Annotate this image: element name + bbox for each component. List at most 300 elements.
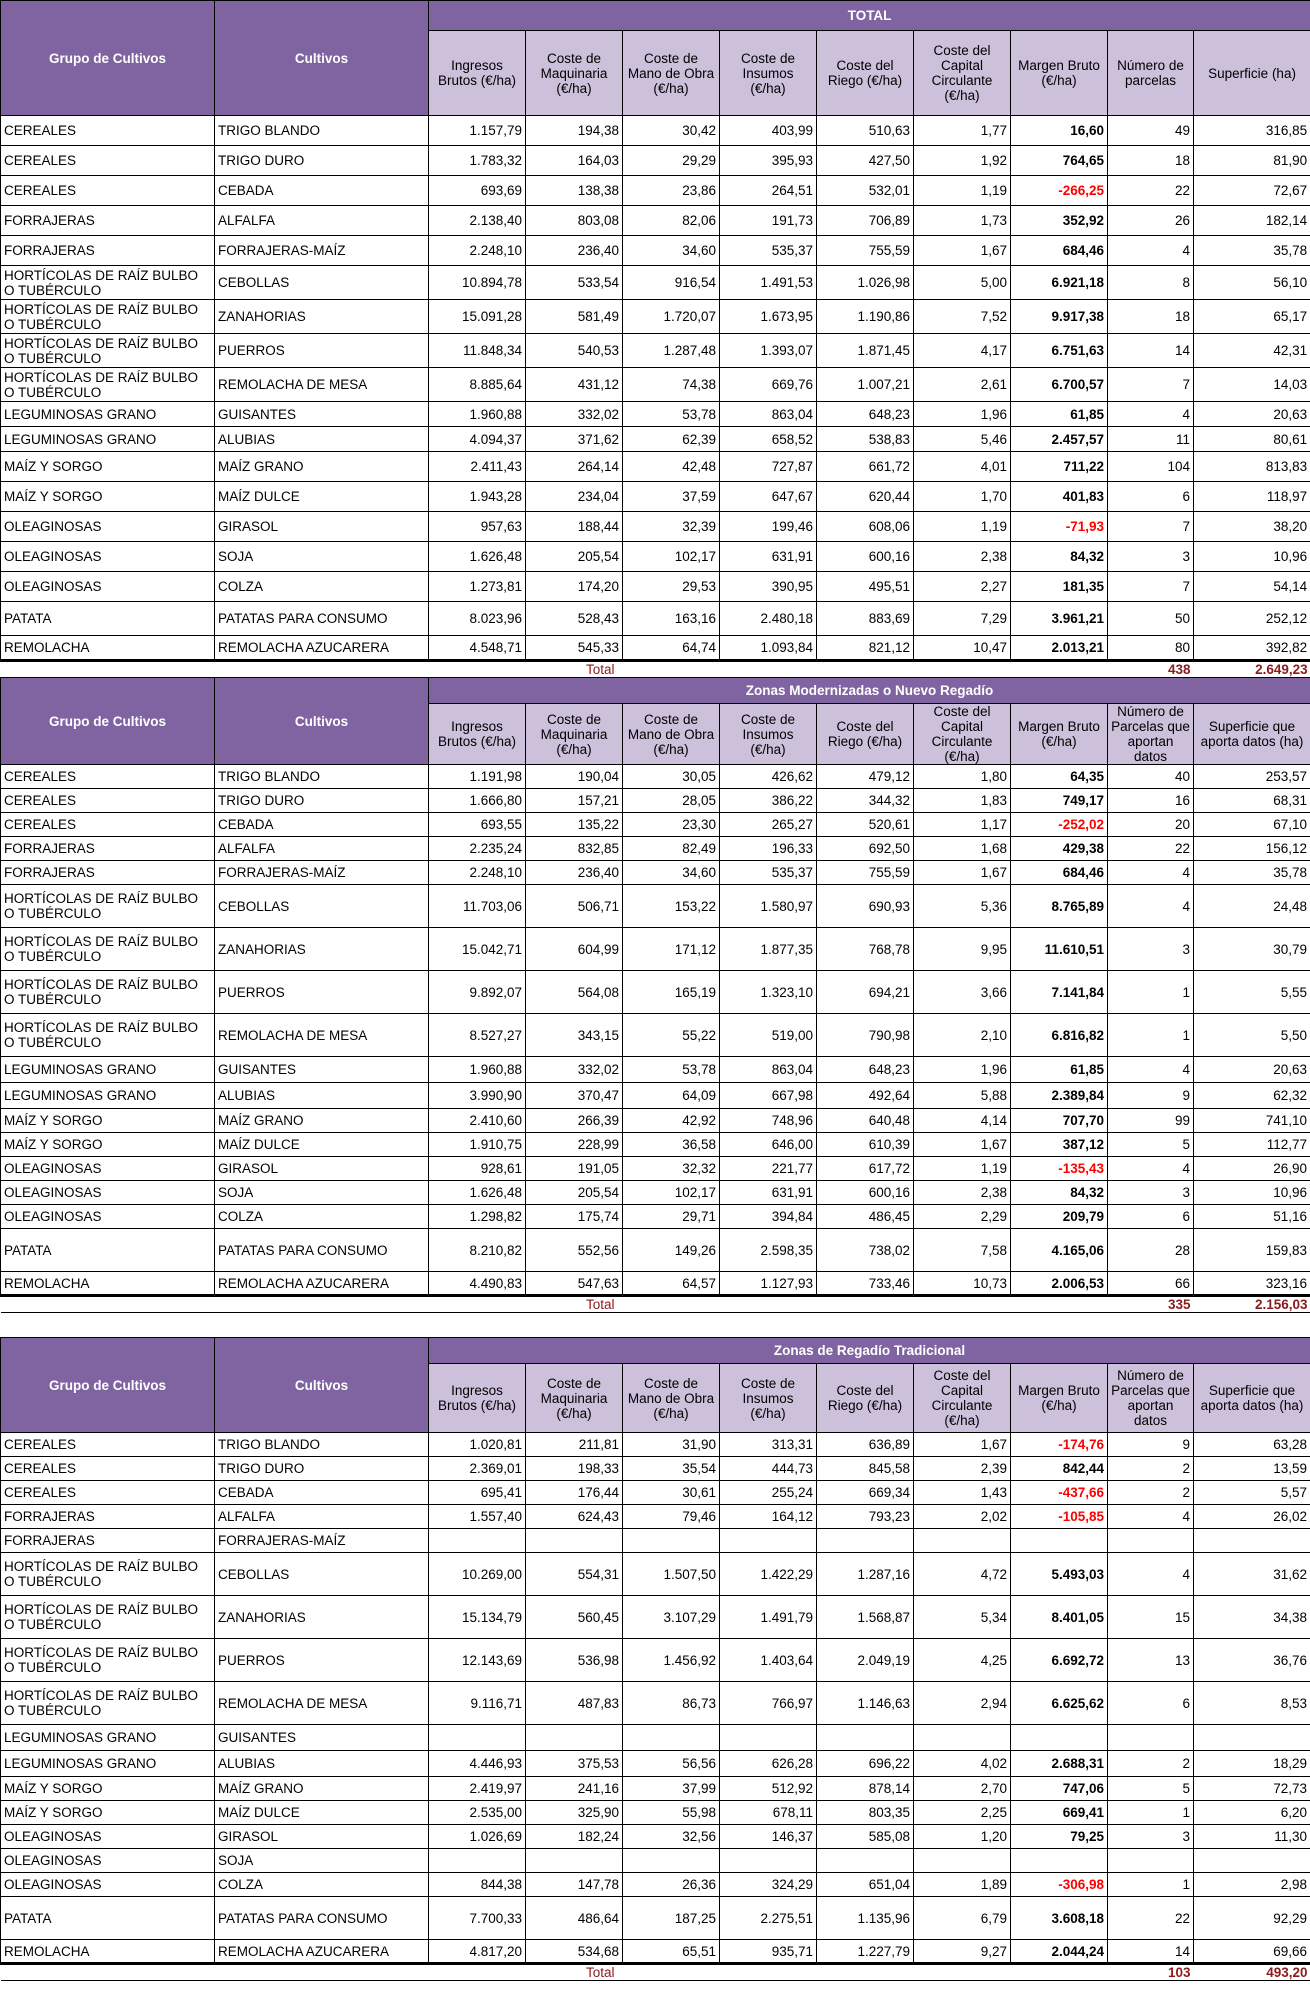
crop-group-cell: HORTÍCOLAS DE RAÍZ BULBO O TUBÉRCULO [1,1014,215,1057]
value-cell: 14 [1108,1940,1194,1964]
header-grupo: Grupo de Cultivos [1,1338,215,1433]
value-cell [720,1725,817,1751]
value-cell: 626,28 [720,1751,817,1777]
crop-group-cell: HORTÍCOLAS DE RAÍZ BULBO O TUBÉRCULO [1,1682,215,1725]
value-cell [720,1849,817,1873]
value-cell: 4 [1108,861,1194,885]
column-header: Coste del Capital Circulante (€/ha) [914,31,1011,116]
value-cell: 198,33 [526,1457,623,1481]
crop-group-cell: LEGUMINOSAS GRANO [1,1083,215,1109]
value-cell: 2,25 [914,1801,1011,1825]
value-cell: 84,32 [1011,1181,1108,1205]
table-row [1,885,1310,928]
crop-name-cell: ALFALFA [215,837,429,861]
value-cell: 803,08 [526,206,623,236]
value-cell: 1,96 [914,402,1011,427]
column-header: Margen Bruto (€/ha) [1011,704,1108,765]
value-cell: 343,15 [526,1014,623,1057]
value-cell: 1,43 [914,1481,1011,1505]
value-cell: 535,37 [720,861,817,885]
value-cell: 82,49 [623,837,720,861]
value-cell: 234,04 [526,482,623,512]
value-cell: 14,03 [1194,368,1310,402]
value-cell: 532,01 [817,176,914,206]
value-cell: 658,52 [720,427,817,452]
crop-group-cell: OLEAGINOSAS [1,1181,215,1205]
value-cell: 1,80 [914,765,1011,789]
table-row [1,636,1310,661]
value-cell: 31,90 [623,1433,720,1457]
value-cell: 793,23 [817,1505,914,1529]
value-cell: 10,47 [914,636,1011,661]
value-cell: 1,67 [914,236,1011,266]
value-cell: 1,70 [914,482,1011,512]
value-cell: 171,12 [623,928,720,971]
value-cell: 647,67 [720,482,817,512]
value-cell: 5,57 [1194,1481,1310,1505]
value-cell: 10,73 [914,1272,1011,1296]
crop-group-cell: FORRAJERAS [1,861,215,885]
total-label: Total [429,1296,623,1313]
value-cell: 205,54 [526,1181,623,1205]
value-cell: 182,14 [1194,206,1310,236]
value-cell: 30,42 [623,116,720,146]
value-cell: 957,63 [429,512,526,542]
crop-name-cell: GIRASOL [215,1825,429,1849]
value-cell: 916,54 [623,266,720,300]
value-cell: 821,12 [817,636,914,661]
value-cell: 600,16 [817,1181,914,1205]
value-cell: 53,78 [623,402,720,427]
value-cell: 690,93 [817,885,914,928]
value-cell: 23,30 [623,813,720,837]
value-cell [429,1725,526,1751]
value-cell: 6.816,82 [1011,1014,1108,1057]
value-cell: 323,16 [1194,1272,1310,1296]
value-cell: 1.273,81 [429,572,526,602]
value-cell: 431,12 [526,368,623,402]
value-cell: 2 [1108,1481,1194,1505]
value-cell: 35,78 [1194,236,1310,266]
value-cell: 696,22 [817,1751,914,1777]
column-header: Coste de Maquinaria (€/ha) [526,1364,623,1433]
value-cell: 102,17 [623,1181,720,1205]
crop-group-cell: LEGUMINOSAS GRANO [1,1725,215,1751]
table-row [1,1205,1310,1229]
value-cell: 26,36 [623,1873,720,1897]
value-cell: 344,32 [817,789,914,813]
crop-group-cell: OLEAGINOSAS [1,1157,215,1181]
value-cell: 6.700,57 [1011,368,1108,402]
value-cell: 733,46 [817,1272,914,1296]
table-row [1,1133,1310,1157]
value-cell: 182,24 [526,1825,623,1849]
value-cell: 401,83 [1011,482,1108,512]
crop-group-cell: REMOLACHA [1,636,215,661]
value-cell: 520,61 [817,813,914,837]
value-cell: 13 [1108,1639,1194,1682]
value-cell: 3,66 [914,971,1011,1014]
value-cell: 741,10 [1194,1109,1310,1133]
value-cell: 62,32 [1194,1083,1310,1109]
value-cell [1011,1725,1108,1751]
crop-group-cell: CEREALES [1,1481,215,1505]
value-cell: 11 [1108,427,1194,452]
value-cell: 684,46 [1011,861,1108,885]
value-cell [914,1849,1011,1873]
value-cell: 56,10 [1194,266,1310,300]
value-cell: 253,57 [1194,765,1310,789]
table-row [1,176,1310,206]
value-cell: 4.490,83 [429,1272,526,1296]
value-cell: 86,73 [623,1682,720,1725]
crop-group-cell: HORTÍCOLAS DE RAÍZ BULBO O TUBÉRCULO [1,334,215,368]
value-cell: 9,27 [914,1940,1011,1964]
crop-group-cell: OLEAGINOSAS [1,572,215,602]
value-cell: 1,19 [914,512,1011,542]
value-cell: 2,38 [914,1181,1011,1205]
value-cell: 8 [1108,266,1194,300]
value-cell: 5,50 [1194,1014,1310,1057]
value-cell: 65,51 [623,1940,720,1964]
value-cell: 2,02 [914,1505,1011,1529]
value-cell: 552,56 [526,1229,623,1272]
crop-name-cell: CEBADA [215,813,429,837]
table-row [1,1529,1310,1553]
value-cell: 1,83 [914,789,1011,813]
value-cell: 265,27 [720,813,817,837]
column-header: Número de Parcelas que aportan datos [1108,704,1194,765]
value-cell: 1.960,88 [429,1057,526,1083]
value-cell: 1.666,80 [429,789,526,813]
value-cell: 164,03 [526,146,623,176]
crop-name-cell: TRIGO BLANDO [215,116,429,146]
value-cell: 36,76 [1194,1639,1310,1682]
value-cell: 64,57 [623,1272,720,1296]
crop-name-cell: GIRASOL [215,1157,429,1181]
total-row [1,1296,1310,1313]
value-cell: 35,54 [623,1457,720,1481]
value-cell: -306,98 [1011,1873,1108,1897]
crop-name-cell: GIRASOL [215,512,429,542]
value-cell: 22 [1108,1897,1194,1940]
table-row [1,1940,1310,1964]
table-row [1,602,1310,636]
crop-name-cell: ALUBIAS [215,427,429,452]
crop-name-cell: PATATAS PARA CONSUMO [215,1229,429,1272]
value-cell: 536,98 [526,1639,623,1682]
value-cell: 1.093,84 [720,636,817,661]
value-cell: 495,51 [817,572,914,602]
value-cell: 510,63 [817,116,914,146]
value-cell: 1.910,75 [429,1133,526,1157]
value-cell: 1.026,98 [817,266,914,300]
table-row [1,368,1310,402]
column-header: Coste del Riego (€/ha) [817,1364,914,1433]
crop-name-cell: ALFALFA [215,206,429,236]
value-cell [1108,1849,1194,1873]
value-cell: 1 [1108,1873,1194,1897]
value-cell: 1.720,07 [623,300,720,334]
value-cell: 66 [1108,1272,1194,1296]
crop-group-cell: LEGUMINOSAS GRANO [1,1751,215,1777]
table-row [1,1553,1310,1596]
value-cell: 12.143,69 [429,1639,526,1682]
crop-name-cell: TRIGO BLANDO [215,765,429,789]
table-row [1,1725,1310,1751]
value-cell: 67,10 [1194,813,1310,837]
crop-group-cell: CEREALES [1,176,215,206]
value-cell: 1,67 [914,1133,1011,1157]
value-cell: 8.765,89 [1011,885,1108,928]
crop-name-cell: TRIGO BLANDO [215,1433,429,1457]
value-cell: 313,31 [720,1433,817,1457]
table-row [1,837,1310,861]
value-cell: 209,79 [1011,1205,1108,1229]
value-cell: -105,85 [1011,1505,1108,1529]
value-cell: 37,99 [623,1777,720,1801]
value-cell: 1.287,16 [817,1553,914,1596]
value-cell: 74,38 [623,368,720,402]
value-cell: 790,98 [817,1014,914,1057]
value-cell: 1.877,35 [720,928,817,971]
crop-name-cell: PATATAS PARA CONSUMO [215,1897,429,1940]
value-cell: 648,23 [817,1057,914,1083]
value-cell: 4.548,71 [429,636,526,661]
value-cell: 4 [1108,1057,1194,1083]
value-cell: 1,17 [914,813,1011,837]
value-cell: 540,53 [526,334,623,368]
crop-name-cell: MAÍZ DULCE [215,1133,429,1157]
value-cell: 1.007,21 [817,368,914,402]
value-cell: 55,22 [623,1014,720,1057]
value-cell: 55,98 [623,1801,720,1825]
value-cell: 768,78 [817,928,914,971]
total-parcelas: 103 [1108,1964,1194,1981]
value-cell: 15.091,28 [429,300,526,334]
value-cell: 2,29 [914,1205,1011,1229]
value-cell: 56,56 [623,1751,720,1777]
value-cell: 617,72 [817,1157,914,1181]
table-row [1,1897,1310,1940]
value-cell: 65,17 [1194,300,1310,334]
value-cell: 4,01 [914,452,1011,482]
value-cell: 4,25 [914,1639,1011,1682]
value-cell: 40 [1108,765,1194,789]
value-cell: 1.287,48 [623,334,720,368]
value-cell: 4,02 [914,1751,1011,1777]
value-cell: 528,43 [526,602,623,636]
value-cell: 1 [1108,1014,1194,1057]
value-cell: 10,96 [1194,542,1310,572]
value-cell: -252,02 [1011,813,1108,837]
crop-group-cell: MAÍZ Y SORGO [1,452,215,482]
value-cell: 2 [1108,1457,1194,1481]
value-cell [623,1849,720,1873]
crop-name-cell: MAÍZ DULCE [215,1801,429,1825]
value-cell: 620,44 [817,482,914,512]
section-table-3 [0,1337,1310,1981]
value-cell: 486,64 [526,1897,623,1940]
value-cell: 560,45 [526,1596,623,1639]
column-header: Superficie que aporta datos (ha) [1194,704,1310,765]
value-cell: 8.210,82 [429,1229,526,1272]
value-cell: 390,95 [720,572,817,602]
crop-group-cell: MAÍZ Y SORGO [1,1109,215,1133]
value-cell: 42,48 [623,452,720,482]
value-cell: 18,29 [1194,1751,1310,1777]
value-cell: 667,98 [720,1083,817,1109]
value-cell: 191,73 [720,206,817,236]
crop-name-cell: COLZA [215,572,429,602]
table-row [1,971,1310,1014]
value-cell: 935,71 [720,1940,817,1964]
value-cell: 2,38 [914,542,1011,572]
value-cell: 22 [1108,176,1194,206]
crop-group-cell: FORRAJERAS [1,236,215,266]
value-cell: 1.127,93 [720,1272,817,1296]
section-title: TOTAL [429,1,1310,31]
table-row [1,512,1310,542]
table-row [1,206,1310,236]
value-cell: 2.535,00 [429,1801,526,1825]
value-cell: 492,64 [817,1083,914,1109]
value-cell: 2.138,40 [429,206,526,236]
value-cell: 30,05 [623,765,720,789]
value-cell [720,1529,817,1553]
value-cell: 188,44 [526,512,623,542]
column-header: Margen Bruto (€/ha) [1011,31,1108,116]
crop-name-cell: MAÍZ GRANO [215,1109,429,1133]
value-cell: 1,19 [914,176,1011,206]
value-cell: 669,41 [1011,1801,1108,1825]
value-cell: 1.422,29 [720,1553,817,1596]
value-cell: 3.608,18 [1011,1897,1108,1940]
crop-name-cell: FORRAJERAS-MAÍZ [215,861,429,885]
column-header: Coste de Mano de Obra (€/ha) [623,704,720,765]
crop-group-cell: PATATA [1,1897,215,1940]
value-cell: 1.626,48 [429,542,526,572]
value-cell: 11,30 [1194,1825,1310,1849]
table-row [1,1109,1310,1133]
value-cell: 69,66 [1194,1940,1310,1964]
crop-group-cell: FORRAJERAS [1,206,215,236]
value-cell: 486,45 [817,1205,914,1229]
crop-name-cell: GUISANTES [215,1725,429,1751]
column-header: Superficie (ha) [1194,31,1310,116]
value-cell: 1 [1108,1801,1194,1825]
column-header: Ingresos Brutos (€/ha) [429,31,526,116]
crop-group-cell: CEREALES [1,1457,215,1481]
crop-group-cell: REMOLACHA [1,1272,215,1296]
value-cell: 199,46 [720,512,817,542]
value-cell: 4.094,37 [429,427,526,452]
value-cell: 4.165,06 [1011,1229,1108,1272]
value-cell: 2.013,21 [1011,636,1108,661]
table-row [1,928,1310,971]
value-cell: 9.892,07 [429,971,526,1014]
value-cell: 533,54 [526,266,623,300]
table-row [1,146,1310,176]
crop-name-cell: ALUBIAS [215,1083,429,1109]
value-cell: 693,69 [429,176,526,206]
value-cell: 2.006,53 [1011,1272,1108,1296]
value-cell [526,1529,623,1553]
value-cell [1194,1529,1310,1553]
value-cell: 156,12 [1194,837,1310,861]
value-cell: 581,49 [526,300,623,334]
crop-name-cell: MAÍZ GRANO [215,452,429,482]
value-cell: 51,16 [1194,1205,1310,1229]
value-cell: 15 [1108,1596,1194,1639]
section-table-2 [0,677,1310,1313]
value-cell: 4 [1108,1157,1194,1181]
crop-group-cell: OLEAGINOSAS [1,1825,215,1849]
crop-group-cell: PATATA [1,1229,215,1272]
crop-group-cell: OLEAGINOSAS [1,1873,215,1897]
column-header: Coste de Insumos (€/ha) [720,704,817,765]
value-cell: 2,61 [914,368,1011,402]
table-row [1,1083,1310,1109]
crop-group-cell: FORRAJERAS [1,1505,215,1529]
value-cell: 564,08 [526,971,623,1014]
table-row [1,1014,1310,1057]
value-cell: 11.848,34 [429,334,526,368]
value-cell: 64,74 [623,636,720,661]
value-cell: 255,24 [720,1481,817,1505]
value-cell: 9.116,71 [429,1682,526,1725]
table-row [1,1751,1310,1777]
value-cell: 26,90 [1194,1157,1310,1181]
value-cell: 764,65 [1011,146,1108,176]
value-cell: 6 [1108,482,1194,512]
value-cell: 24,48 [1194,885,1310,928]
value-cell: 695,41 [429,1481,526,1505]
value-cell: 375,53 [526,1751,623,1777]
value-cell: 4.446,93 [429,1751,526,1777]
value-cell: 1.491,53 [720,266,817,300]
value-cell: 29,71 [623,1205,720,1229]
crop-name-cell: REMOLACHA AZUCARERA [215,1272,429,1296]
crop-name-cell: ALFALFA [215,1505,429,1529]
value-cell: 1.491,79 [720,1596,817,1639]
value-cell: 2.275,51 [720,1897,817,1940]
value-cell: 694,21 [817,971,914,1014]
total-parcelas: 335 [1108,1296,1194,1313]
value-cell: 2.369,01 [429,1457,526,1481]
section-title: Zonas de Regadío Tradicional [429,1338,1310,1364]
column-header: Número de parcelas [1108,31,1194,116]
value-cell: -135,43 [1011,1157,1108,1181]
value-cell: 661,72 [817,452,914,482]
value-cell: 651,04 [817,1873,914,1897]
value-cell [914,1725,1011,1751]
crop-name-cell: REMOLACHA AZUCARERA [215,636,429,661]
column-header: Coste de Mano de Obra (€/ha) [623,31,720,116]
crop-group-cell: OLEAGINOSAS [1,1849,215,1873]
value-cell: 61,85 [1011,402,1108,427]
value-cell: 34,38 [1194,1596,1310,1639]
value-cell: 1.403,64 [720,1639,817,1682]
value-cell: 2.248,10 [429,236,526,266]
value-cell: 82,06 [623,206,720,236]
value-cell: 153,22 [623,885,720,928]
value-cell: 4 [1108,885,1194,928]
value-cell: 26 [1108,206,1194,236]
value-cell: 324,29 [720,1873,817,1897]
crop-group-cell: FORRAJERAS [1,837,215,861]
value-cell [429,1529,526,1553]
